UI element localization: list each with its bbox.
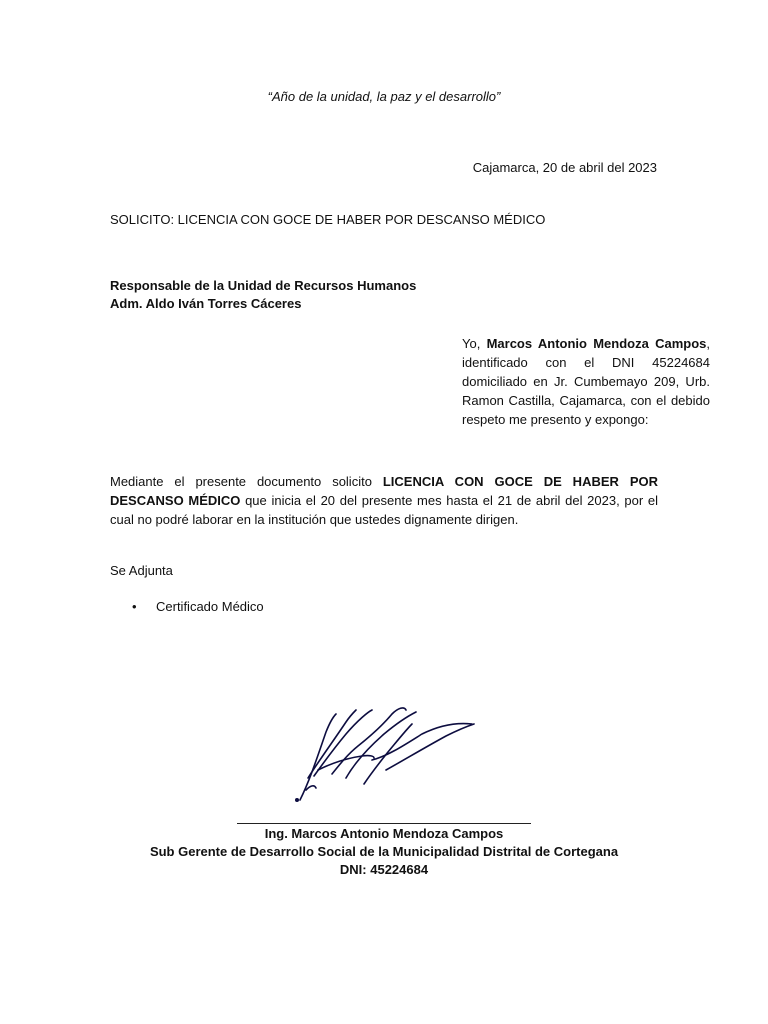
body-text-2: que inicia el 20 del presente mes hasta el 21 de abril del 2023, por el cual no podré laborar en la institución que ustedes dignamente dirigen. <box>110 493 658 527</box>
attachments-title: Se Adjunta <box>110 563 173 578</box>
handwritten-signature <box>288 700 478 810</box>
signer-block <box>0 825 768 879</box>
addressee <box>110 277 416 313</box>
body-text-1: Mediante el presente documento solicito <box>110 474 383 489</box>
addressee-title: Responsable de la Unidad de Recursos Humanos <box>110 278 417 293</box>
signer-name: Ing. Marcos Antonio Mendoza Campos <box>264 826 504 841</box>
place-date: Cajamarca, 20 de abril del 2023 <box>472 160 657 175</box>
signature-line <box>237 823 531 824</box>
applicant-name: Marcos Antonio Mendoza Campos <box>486 336 707 351</box>
body-request: LICENCIA CON GOCE DE HABER POR DESCANSO MÉDICO <box>110 474 658 508</box>
addressee-name: Adm. Aldo Iván Torres Cáceres <box>110 296 302 311</box>
intro-prefix: Yo, <box>462 336 487 351</box>
subject-line: SOLICITO: LICENCIA CON GOCE DE HABER POR DESCANSO MÉDICO <box>110 212 546 227</box>
attachment-label: Certificado Médico <box>156 599 264 614</box>
intro-paragraph <box>462 334 710 430</box>
body-paragraph <box>110 472 658 529</box>
signer-dni: DNI: 45224684 <box>339 862 429 877</box>
attachments-list <box>110 598 264 617</box>
motto: “Año de la unidad, la paz y el desarrollo” <box>267 89 501 104</box>
bullet-icon: • <box>132 599 137 614</box>
attachment-item <box>110 598 264 617</box>
intro-rest: , identificado con el DNI 45224684 domiciliado en Jr. Cumbemayo 209, Urb. Ramon Castilla, Cajamarca, con el debido respeto me presento y expongo: <box>462 336 710 427</box>
signer-position: Sub Gerente de Desarrollo Social de la Municipalidad Distrital de Cortegana <box>149 844 619 859</box>
